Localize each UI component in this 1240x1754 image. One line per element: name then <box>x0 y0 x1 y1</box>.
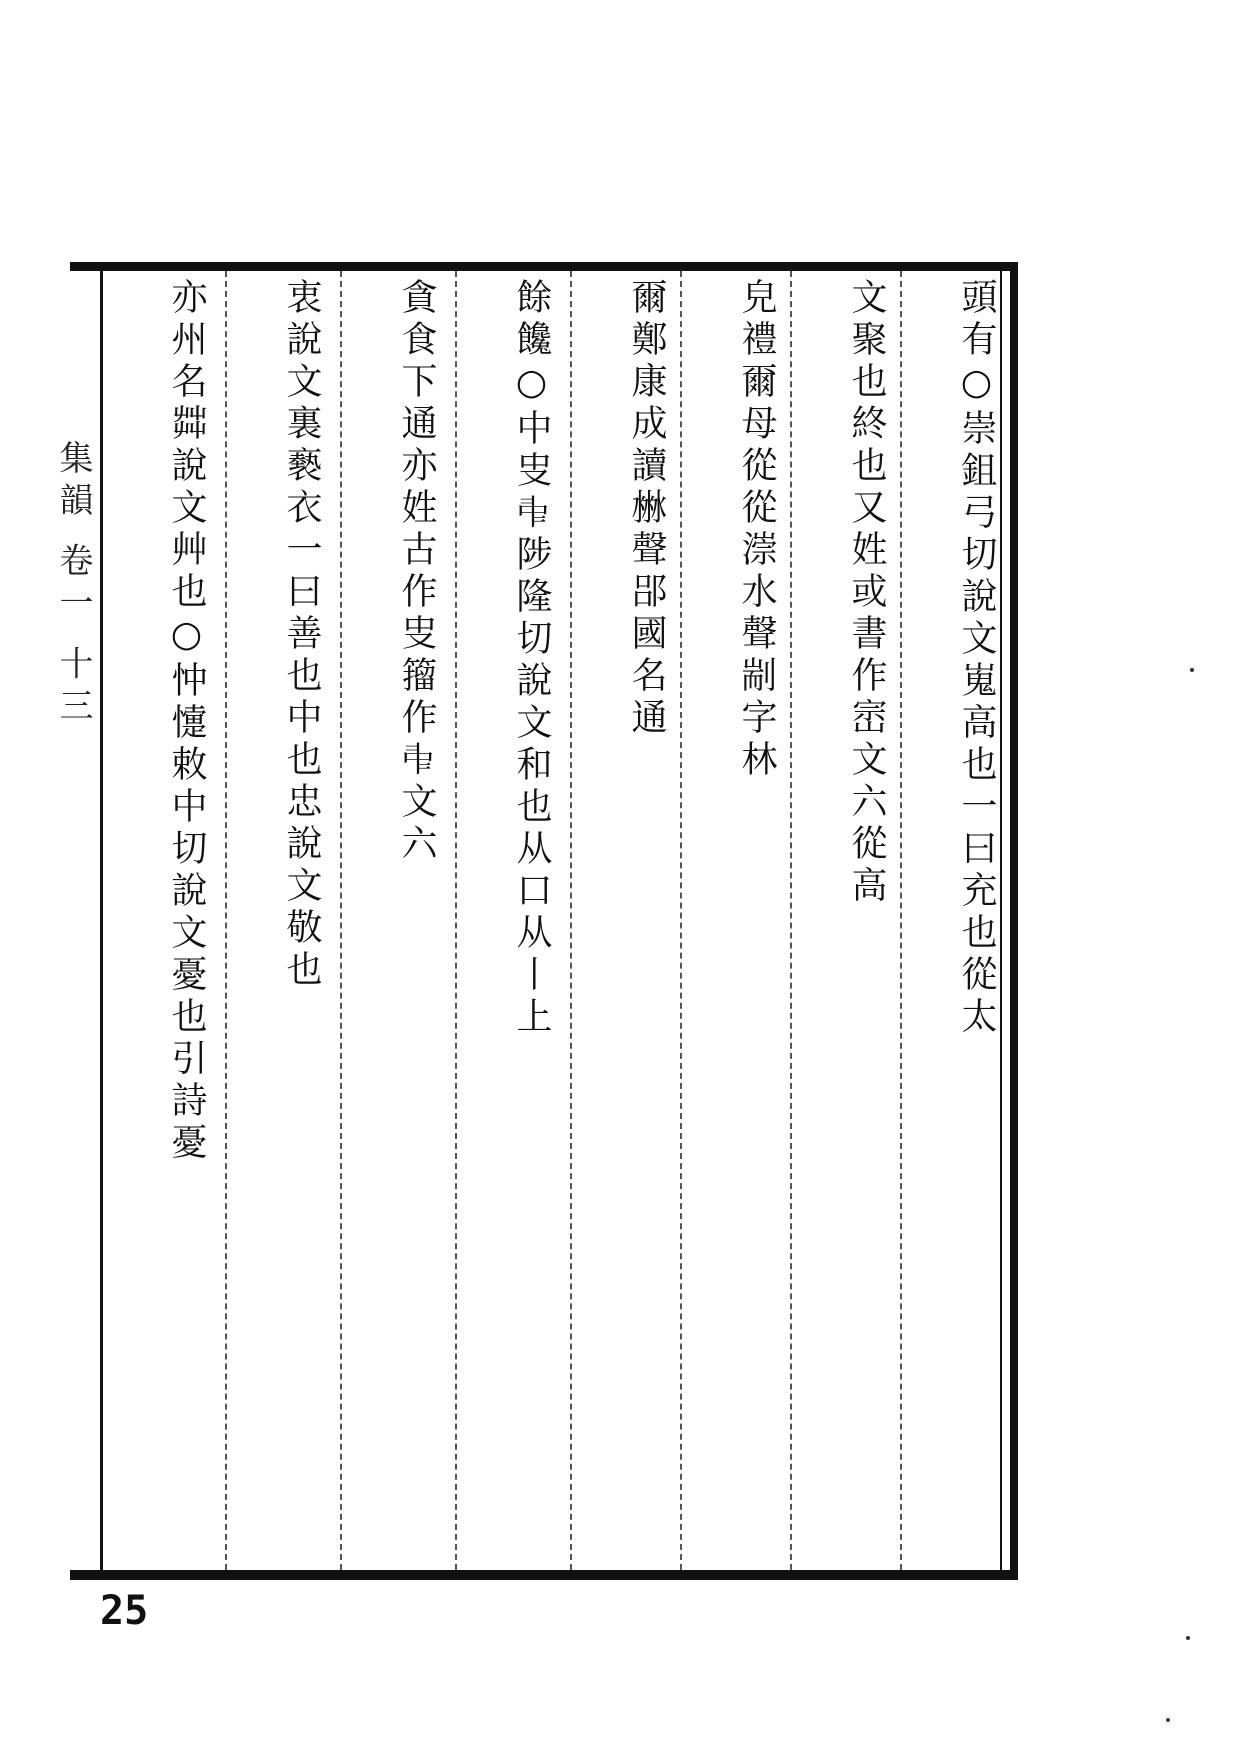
scan-speck <box>1166 1718 1170 1722</box>
text-column: 貪食下通亦姓古作㕜籀作𠁩文六 <box>396 278 437 866</box>
top-border-rule <box>70 262 1016 271</box>
page-number: 25 <box>100 1588 149 1634</box>
text-column: 衷說文裏褻衣一曰善也中也忠說文敬也 <box>281 278 322 992</box>
scan-speck <box>1190 668 1194 672</box>
bottom-border-rule <box>70 1570 1016 1580</box>
margin-heading: 集韻 卷一 十三 <box>53 440 93 730</box>
text-column: 文聚也終也又姓或書作崈文六從高 <box>846 278 887 908</box>
text-column: 爾鄭康成讀㴇聲郘國名通 <box>626 278 667 740</box>
text-column: 亦州名茻說文艸也○忡懥敕中切說文憂也引詩憂 <box>166 278 207 1165</box>
left-border-rule <box>100 271 103 1570</box>
text-column: 皃禮爾母從從漴水聲剬字林 <box>736 278 777 782</box>
scan-speck <box>1186 1636 1190 1640</box>
right-border-rule <box>1010 262 1018 1580</box>
text-column: 餘饞○中㕜𠁩陟隆切說文和也从口从丨上 <box>511 278 552 1039</box>
text-column: 頭有○崇鉏弓切說文嵬高也一曰充也從太 <box>956 278 997 1039</box>
